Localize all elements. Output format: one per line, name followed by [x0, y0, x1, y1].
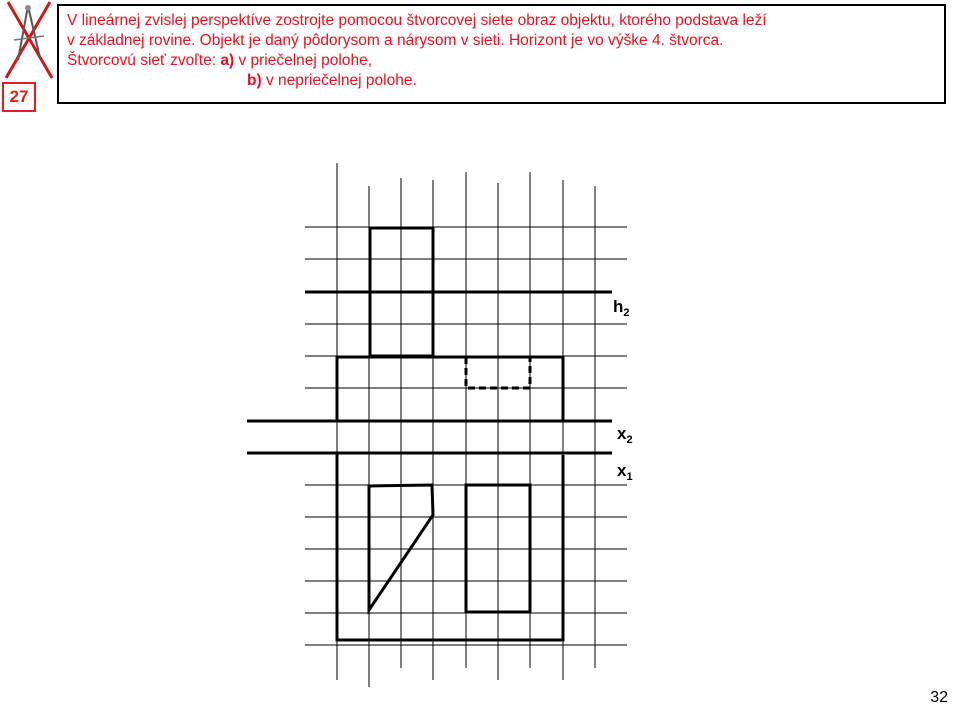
task-text-line-1: V lineárnej zvislej perspektíve zostrojte pomocou štvorcovej siete obraz objektu, ktorého podstava leží — [67, 12, 767, 29]
label-x2: $x_2$ — [617, 424, 633, 446]
task-text-line-2: v základnej rovine. Objekt je daný pôdorysom a nárysom v sieti. Horizont je vo výške 4. štvorca. — [67, 32, 724, 49]
top-view-object — [337, 453, 563, 640]
option-a-label: a) — [220, 52, 235, 69]
option-b-text: v nepriečelnej polohe. — [261, 72, 417, 89]
label-x1: $x_1$ — [617, 461, 633, 483]
axis-lines — [247, 292, 612, 453]
page-number: 32 — [930, 689, 948, 706]
option-a-text: v priečelnej polohe, — [234, 52, 373, 69]
label-h2: $h_2$ — [613, 297, 630, 319]
option-b-label: b) — [247, 72, 262, 89]
axis-labels — [613, 297, 633, 483]
task-grid-instruction: Štvorcovú sieť zvoľte: — [67, 52, 221, 69]
task-number-badge: 27 — [2, 82, 36, 112]
